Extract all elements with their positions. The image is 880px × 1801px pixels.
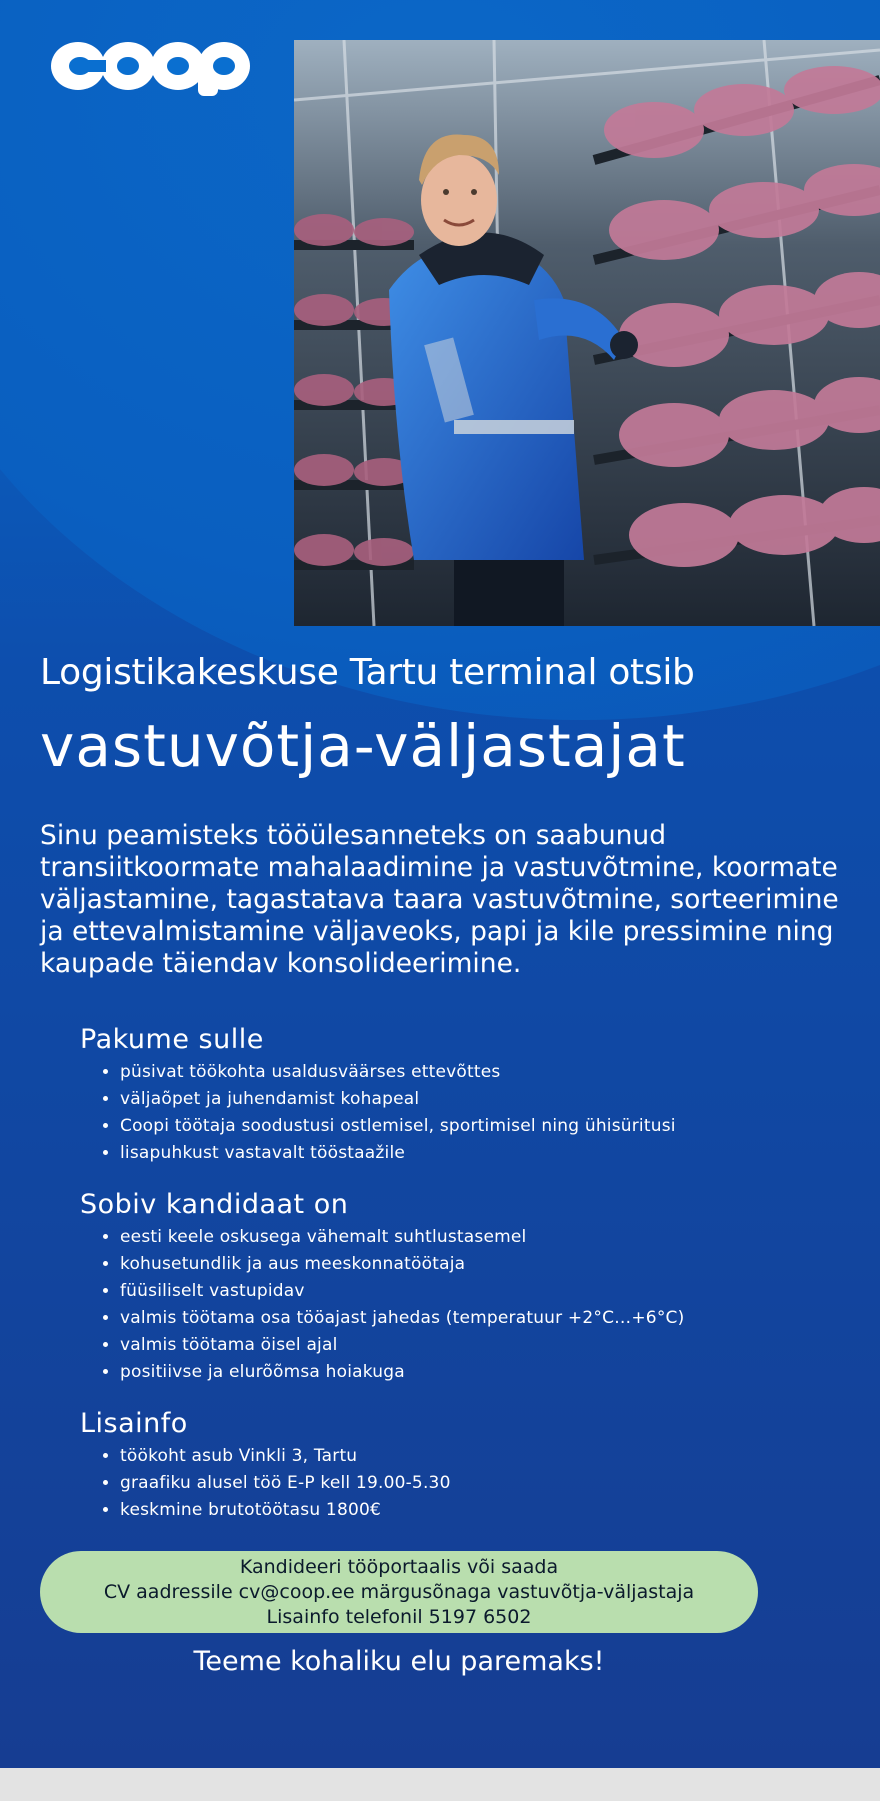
coop-logo	[50, 38, 250, 96]
list-item: • väljaõpet ja juhendamist kohapeal	[120, 1086, 840, 1113]
section-heading: Lisainfo	[80, 1408, 188, 1439]
candidate-list	[80, 1224, 840, 1386]
apply-banner[interactable]	[40, 1551, 758, 1633]
list-item: • valmis töötama osa tööajast jahedas (temperatuur +2°C…+6°C)	[120, 1305, 840, 1332]
section-heading: Sobiv kandidaat on	[80, 1189, 349, 1220]
slogan: Teeme kohaliku elu paremaks!	[193, 1646, 605, 1677]
apply-phone-line[interactable]: Lisainfo telefonil 5197 6502	[266, 1605, 532, 1628]
list-item: • eesti keele oskusega vähemalt suhtlustasemel	[120, 1224, 840, 1251]
worker-greenhouse-image	[294, 40, 880, 626]
list-item: • püsivat töökohta usaldusväärses ettevõttes	[120, 1059, 840, 1086]
list-item: • positiivse ja elurõõmsa hoiakuga	[120, 1359, 840, 1386]
list-item: • valmis töötama öisel ajal	[120, 1332, 840, 1359]
section-heading: Pakume sulle	[80, 1024, 264, 1055]
list-item: • keskmine brutotöötasu 1800€	[120, 1497, 840, 1524]
list-item: • lisapuhkust vastavalt tööstaažile	[120, 1140, 840, 1167]
apply-line: Kandideeri tööportaalis või saada	[239, 1555, 559, 1578]
list-item: • kohusetundlik ja aus meeskonnatöötaja	[120, 1251, 840, 1278]
footer-strip	[0, 1768, 880, 1801]
hero-photo	[294, 40, 880, 626]
info-list	[80, 1443, 840, 1524]
list-item: • füüsiliselt vastupidav	[120, 1278, 840, 1305]
offer-list	[80, 1059, 840, 1167]
job-description: Sinu peamisteks tööülesanneteks on saabunud transiitkoormate mahalaadimine ja vastuvõtmine, koormate väljastamine, tagastatava taara vastuvõtmine, sorteerimine ja ettevalmistamine väljaveoks, papi ja kile pressimine ning kaupade täiendav konsolideerimine.	[40, 820, 839, 979]
apply-email-line[interactable]: CV aadressile cv@coop.ee märgusõnaga vastuvõtja-väljastaja	[103, 1580, 695, 1603]
section-candidate	[80, 1189, 840, 1386]
list-item: • töökoht asub Vinkli 3, Tartu	[120, 1443, 840, 1470]
section-offer	[80, 1024, 840, 1167]
page-subtitle: Logistikakeskuse Tartu terminal otsib	[40, 652, 695, 693]
list-item: • Coopi töötaja soodustusi ostlemisel, sportimisel ning ühisüritusi	[120, 1113, 840, 1140]
section-info	[80, 1408, 840, 1524]
list-item: • graafiku alusel töö E-P kell 19.00-5.30	[120, 1470, 840, 1497]
page-title: vastuvõtja-väljastajat	[40, 712, 686, 780]
